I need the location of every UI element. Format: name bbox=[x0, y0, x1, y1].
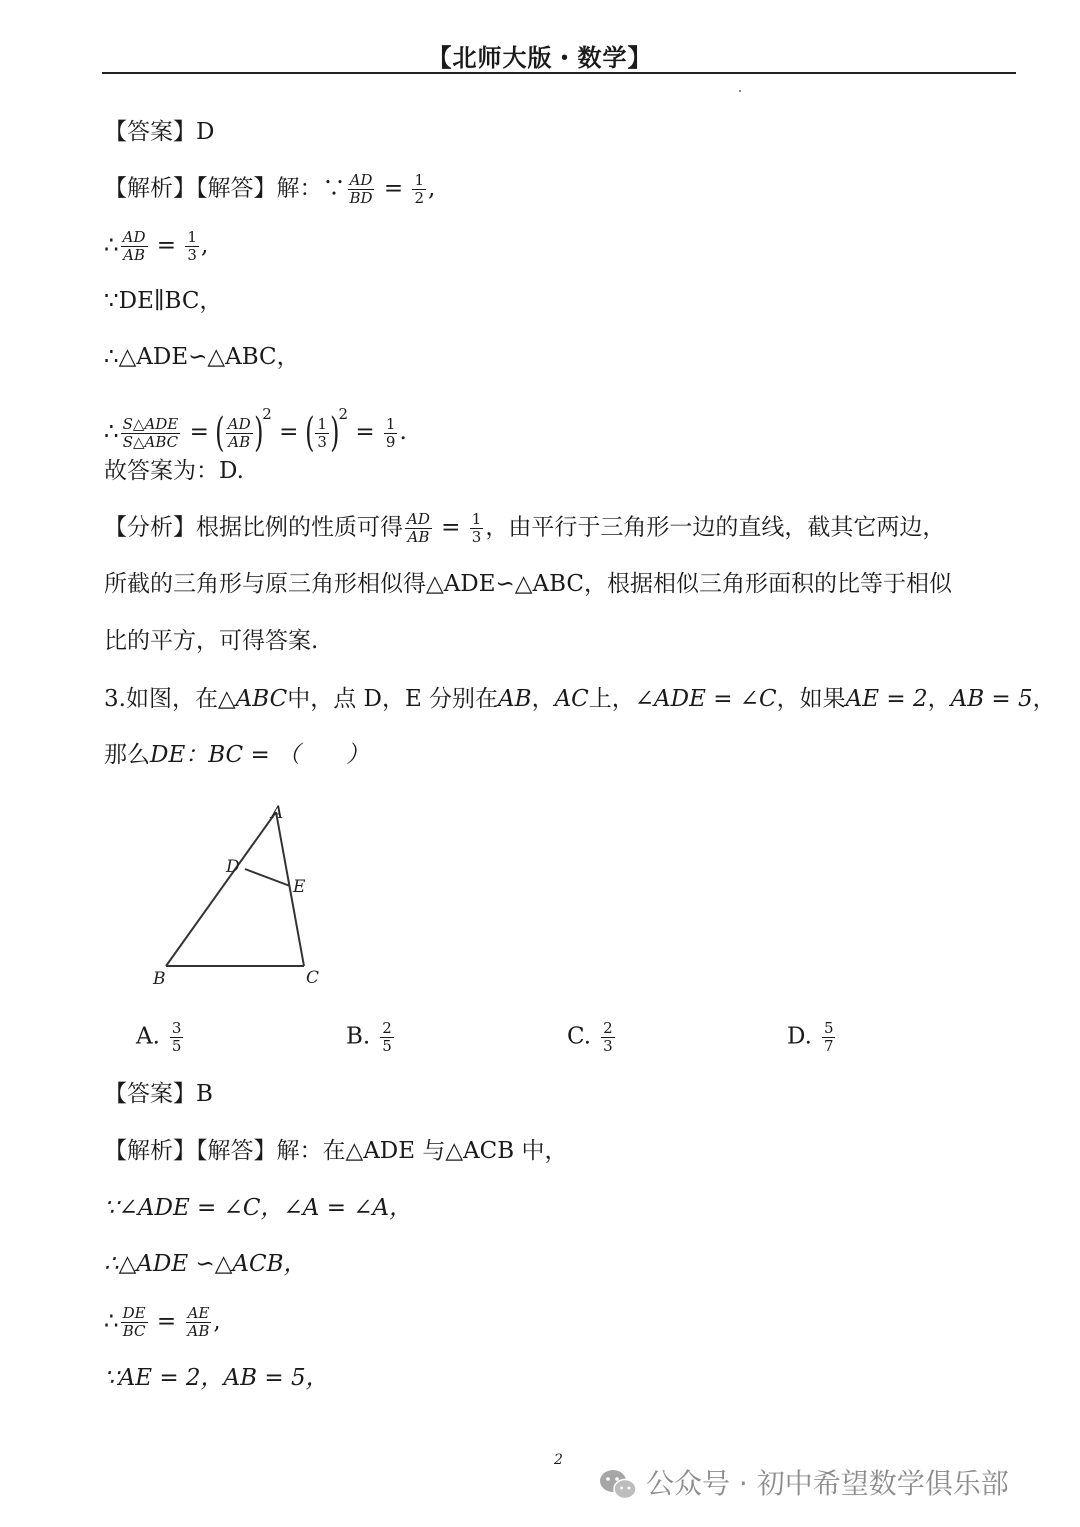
q2-fenxi-line3: 比的平方，可得答案. bbox=[104, 628, 319, 654]
q2-answer: 【答案】D bbox=[104, 119, 215, 145]
fraction-ad-ab-fenxi: $\frac{AD}{AB}$ bbox=[407, 510, 430, 546]
speck bbox=[739, 90, 741, 92]
option-b[interactable]: B. $\frac{2}{5}$ bbox=[346, 1019, 392, 1055]
option-a[interactable]: A. $\frac{3}{5}$ bbox=[136, 1019, 182, 1055]
fraction-area: $\frac{\text{S△ADE}}{\text{S△ABC}}$ bbox=[122, 414, 179, 451]
fraction-one-half: $\frac{1}{2}$ bbox=[414, 171, 425, 207]
fraction-one-ninth: $\frac{1}{9}$ bbox=[385, 414, 396, 451]
fraction-ad-bd: $\frac{AD}{BD}$ bbox=[349, 171, 373, 207]
label-d: D bbox=[226, 857, 240, 877]
label-a: A bbox=[271, 803, 284, 823]
q3-stem-line1: 3.如图，在△ABC中，点 D，E 分别在AB，AC上，∠ADE = ∠C，如果AE = 2，AB = 5， bbox=[104, 686, 1056, 712]
fraction-one-third-sq: $\frac{1}{3}$ bbox=[317, 414, 327, 451]
q2-fenxi-line1: 【分析】根据比例的性质可得 $\frac{AD}{AB}$ = $\frac{1}{3}$ ，由平行于三角形一边的直线，截其它两边， bbox=[104, 510, 946, 546]
fraction-ad-ab: $\frac{AD}{AB}$ bbox=[122, 228, 146, 264]
q3-sol-line4: ∴ $\frac{DE}{BC}$ = $\frac{AE}{AB}$ , bbox=[104, 1304, 221, 1340]
page-header-title: 【北师大版・数学】 bbox=[427, 44, 653, 72]
option-d[interactable]: D. $\frac{5}{7}$ bbox=[787, 1019, 834, 1055]
fraction-ae-ab: $\frac{AE}{AB}$ bbox=[187, 1304, 210, 1340]
q2-ratio-line: ∴ $\frac{AD}{AB}$ = $\frac{1}{3}$ , bbox=[104, 228, 209, 264]
header-divider bbox=[102, 72, 1016, 74]
fraction-de-bc: $\frac{DE}{BC}$ bbox=[122, 1304, 146, 1340]
q2-parallel-line: ∵DE∥BC， bbox=[104, 288, 223, 314]
q2-analysis-line: 【解析】【解答】解：∵ $\frac{AD}{BD}$ = $\frac{1}{2}$ , bbox=[104, 171, 436, 207]
q3-sol-line1: 【解析】【解答】解：在△ADE 与△ACB 中， bbox=[104, 1138, 568, 1164]
q3-sol-line3: ∴△ADE ∽△ACB， bbox=[104, 1251, 307, 1277]
q3-sol-line5: ∵AE = 2，AB = 5， bbox=[104, 1365, 329, 1391]
option-c[interactable]: C. $\frac{2}{3}$ bbox=[567, 1019, 613, 1055]
q3-answer: 【答案】B bbox=[104, 1081, 213, 1107]
page-number: 2 bbox=[554, 1452, 563, 1468]
triangle-figure bbox=[140, 798, 340, 993]
label-b: B bbox=[153, 969, 166, 989]
q2-similar-line: ∴△ADE∽△ABC， bbox=[104, 344, 300, 370]
analysis-prefix: 【解析】【解答】解：∵ bbox=[104, 175, 346, 202]
label-e: E bbox=[293, 877, 306, 897]
fraction-ad-ab-sq: $\frac{AD}{AB}$ bbox=[227, 414, 251, 451]
fraction-one-third: $\frac{1}{3}$ bbox=[187, 228, 197, 264]
wechat-icon bbox=[598, 1468, 638, 1502]
label-c: C bbox=[306, 968, 320, 988]
q2-area-ratio-line: ∴ $\frac{\text{S△ADE}}{\text{S△ABC}}$ = ( $\frac{AD}{AB}$ )$^2$ = ( $\frac{1}{3}$ )$^2$ = $\frac{1}{9}$ . bbox=[104, 405, 407, 456]
q3-sol-line2: ∵∠ADE = ∠C，∠A = ∠A， bbox=[104, 1195, 413, 1221]
q3-stem-line2: 那么DE：BC = （ ） bbox=[104, 742, 370, 768]
q2-conclusion: 故答案为：D. bbox=[104, 458, 244, 484]
fraction-one-third-fenxi: $\frac{1}{3}$ bbox=[471, 510, 482, 546]
q2-fenxi-line2: 所截的三角形与原三角形相似得△ADE∽△ABC，根据相似三角形面积的比等于相似 bbox=[104, 571, 953, 597]
watermark: 公众号 · 初中希望数学俱乐部 bbox=[598, 1462, 1009, 1502]
